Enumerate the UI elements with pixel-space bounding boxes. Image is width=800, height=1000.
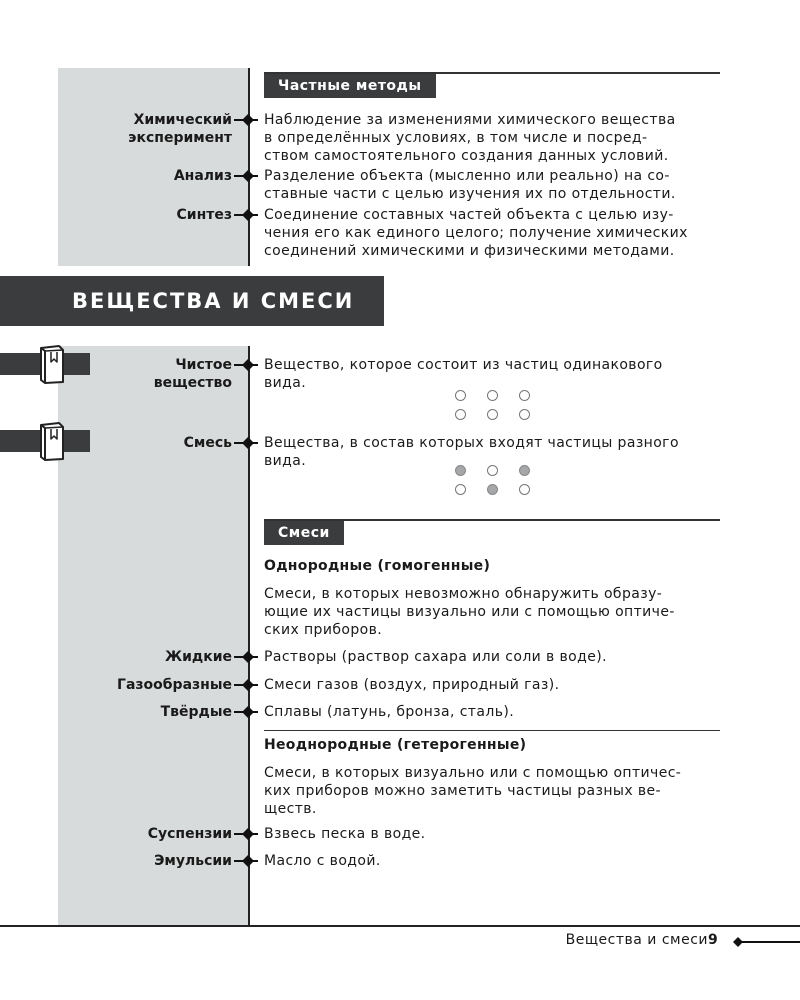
heterogeneous-rule xyxy=(264,730,720,731)
connector-arrow-icon xyxy=(234,208,264,222)
connector-arrow-icon xyxy=(234,854,264,868)
connector-arrow-icon xyxy=(234,113,264,127)
particle-grid-mixture xyxy=(455,465,530,495)
term-pure-substance: Чистое вещество xyxy=(153,357,232,391)
homogeneous-title: Однородные (гомогенные) xyxy=(264,558,491,574)
particle xyxy=(519,390,530,401)
term-mixture: Смесь xyxy=(183,435,232,451)
footer-section-title: Вещества и смеси xyxy=(565,932,708,948)
term-emulsions: Эмульсии xyxy=(154,853,232,869)
particle xyxy=(487,465,498,476)
heterogeneous-description: Смеси, в которых визуально или с помощью оптичес- ких приборов можно заметить частицы разных ве- ществ. xyxy=(264,765,682,817)
example-liquid: Растворы (раствор сахара или соли в воде). xyxy=(264,649,607,665)
connector-arrow-icon xyxy=(234,169,264,183)
divider-vertical-top xyxy=(248,68,250,266)
particle xyxy=(519,409,530,420)
footer xyxy=(520,932,800,952)
footer-arrow-icon xyxy=(732,935,800,949)
particle xyxy=(519,484,530,495)
particle-filled xyxy=(519,465,530,476)
homogeneous-description: Смеси, в которых невозможно обнаружить образу- ющие их частицы визуально или с помощью оптиче- ских приборов. xyxy=(264,586,675,638)
methods-heading: Частные методы xyxy=(264,74,436,98)
example-solid: Сплавы (латунь, бронза, сталь). xyxy=(264,704,515,720)
heterogeneous-title: Неоднородные (гетерогенные) xyxy=(264,737,527,753)
description-mixture: Вещества, в состав которых входят частицы разного вида. xyxy=(264,435,679,469)
connector-arrow-icon xyxy=(234,650,264,664)
particle-filled xyxy=(487,484,498,495)
particle xyxy=(455,409,466,420)
term-analysis: Анализ xyxy=(173,168,232,184)
page-bottom-rule xyxy=(0,925,800,927)
term-synthesis: Синтез xyxy=(176,207,232,223)
description-synthesis: Соединение составных частей объекта с целью изу- чения его как единого целого; получение химических соединений химическими и физическими методами. xyxy=(264,207,688,259)
particle xyxy=(487,409,498,420)
connector-arrow-icon xyxy=(234,358,264,372)
footer-page-number: 9 xyxy=(708,932,718,948)
example-suspensions: Взвесь песка в воде. xyxy=(264,826,426,842)
connector-arrow-icon xyxy=(234,436,264,450)
connector-arrow-icon xyxy=(234,827,264,841)
mixtures-heading: Смеси xyxy=(264,521,344,545)
term-suspensions: Суспензии xyxy=(147,826,232,842)
connector-arrow-icon xyxy=(234,678,264,692)
description-analysis: Разделение объекта (мысленно или реально) на со- ставные части с целью изучения их по отдельности. xyxy=(264,168,676,202)
term-solid: Твёрдые xyxy=(160,704,232,720)
term-liquid: Жидкие xyxy=(164,649,232,665)
description-pure-substance: Вещество, которое состоит из частиц одинакового вида. xyxy=(264,357,663,391)
particle xyxy=(455,390,466,401)
particle-grid-pure xyxy=(455,390,530,420)
particle xyxy=(455,484,466,495)
banner-title: ВЕЩЕСТВА И СМЕСИ xyxy=(72,289,355,313)
connector-arrow-icon xyxy=(234,705,264,719)
particle-filled xyxy=(455,465,466,476)
term-gaseous: Газообразные xyxy=(117,677,232,693)
particle xyxy=(487,390,498,401)
description-chemical-experiment: Наблюдение за изменениями химического вещества в определённых условиях, в том числе и посред- ством самостоятельного создания данных условий. xyxy=(264,112,676,164)
example-emulsions: Масло с водой. xyxy=(264,853,381,869)
term-chemical-experiment: Химический эксперимент xyxy=(128,112,232,146)
example-gaseous: Смеси газов (воздух, природный газ). xyxy=(264,677,560,693)
section-banner xyxy=(0,276,384,326)
